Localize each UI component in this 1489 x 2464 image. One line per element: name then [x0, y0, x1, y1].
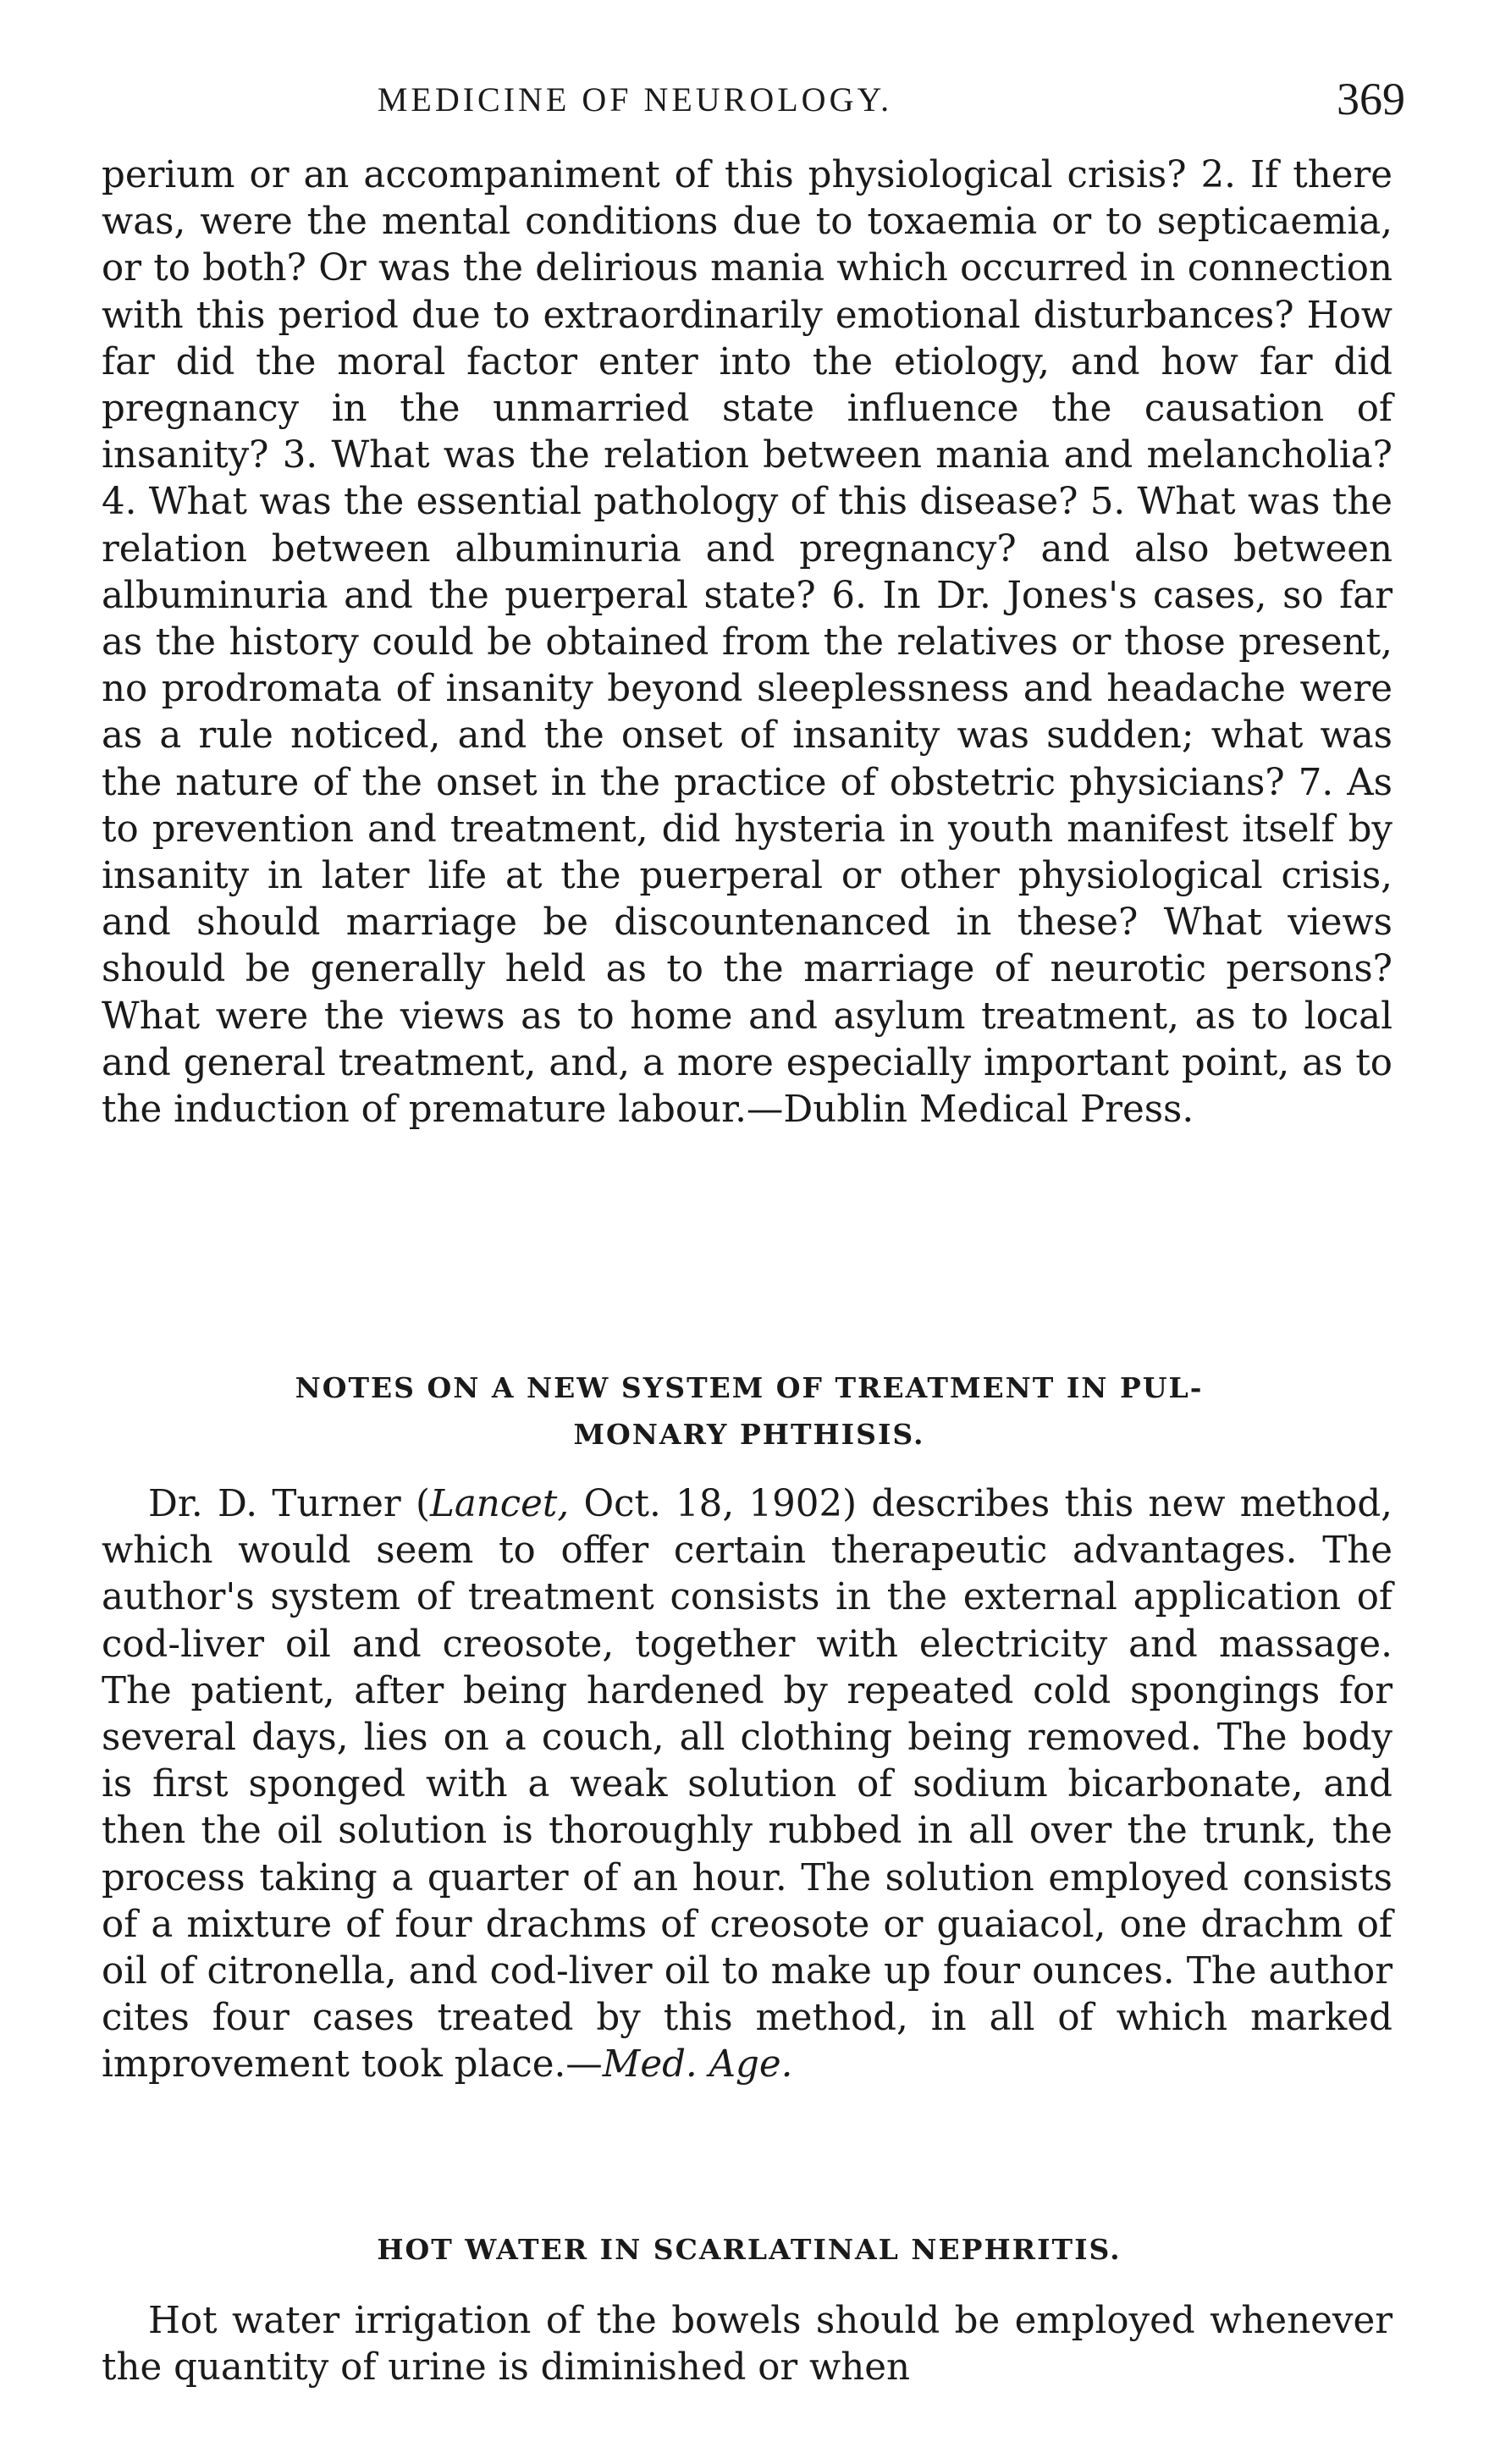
running-head: MEDICINE OF NEUROLOGY. — [377, 80, 893, 119]
section-heading-phthisis — [127, 1364, 1371, 1458]
phthisis-paragraph — [102, 1481, 1392, 2089]
paragraph-text: perium or an accompaniment of this physiological crisis? 2. If there was, were the mental conditions due to toxaemia or to septicaemia, or to both? Or was the delirious mania which occurred in connection with this period due to extraordinarily emotional disturbances? How far did the moral factor enter into the etiology, and how far did pregnancy in the unmarried state influence the causation of insanity? 3. What was the relation between mania and melancholia? 4. What was the essential pathology of this disease? 5. What was the relation between albuminuria and pregnancy? and also between albuminuria and the puerperal state? 6. In Dr. Jones's cases, so far as the history could be obtained from the relatives or those present, no prodromata of insanity beyond sleeplessness and headache were as a rule noticed, and the onset of insanity was sudden; what was the nature of the onset in the practice of obstetric physicians? 7. As to prevention and treatment, did hysteria in youth manifest itself by insanity in later life at the puerperal or other physiological crisis, and should marriage be discountenanced in these? What views should be generally held as to the marriage of neurotic persons? What were the views as to home and asylum treatment, as to local and general treatment, and, a more especially important point, as to the induction of premature labour.—Dublin Medical Press. — [102, 154, 1392, 1132]
continued-paragraph — [102, 152, 1392, 1133]
heading-line-1: NOTES ON A NEW SYSTEM OF TREATMENT IN PUL- — [295, 1371, 1204, 1404]
page-header — [102, 73, 1405, 141]
text-segment: Oct. 18, 1902) describes this new method, which would seem to offer certain therapeutic advantages. The author's system of treatment consists in the external application of cod-liver oil and creosote, together with electricity and massage. The patient, after being hardened by repeated cold spongings for several days, lies on a couch, all clothing being removed. The body is first sponged with a weak solution of sodium bicarbonate, and then the oil solution is thoroughly rubbed in all over the trunk, the process taking a quarter of an hour. The solution employed consists of a mixture of four drachms of creosote or guaiacol, one drachm of oil of citronella, and cod-liver oil to make up four ounces. The author cites four cases treated by this method, in all of which marked improvement took place.— — [102, 1483, 1393, 2086]
paragraph-text: Hot water irrigation of the bowels should be employed whenever the quantity of urine is diminished or when — [102, 2300, 1392, 2390]
text-segment: Dr. D. Turner ( — [148, 1483, 430, 1525]
source-citation: Med. Age. — [602, 2043, 793, 2086]
nephritis-paragraph — [102, 2298, 1392, 2391]
heading-line-2: MONARY PHTHISIS. — [573, 1418, 925, 1451]
page-number: 369 — [1337, 74, 1405, 124]
section-heading-nephritis — [127, 2226, 1371, 2273]
journal-citation: Lancet, — [429, 1483, 570, 1525]
paragraph-text — [102, 1481, 1392, 2089]
heading-line: HOT WATER IN SCARLATINAL NEPHRITIS. — [377, 2233, 1122, 2266]
